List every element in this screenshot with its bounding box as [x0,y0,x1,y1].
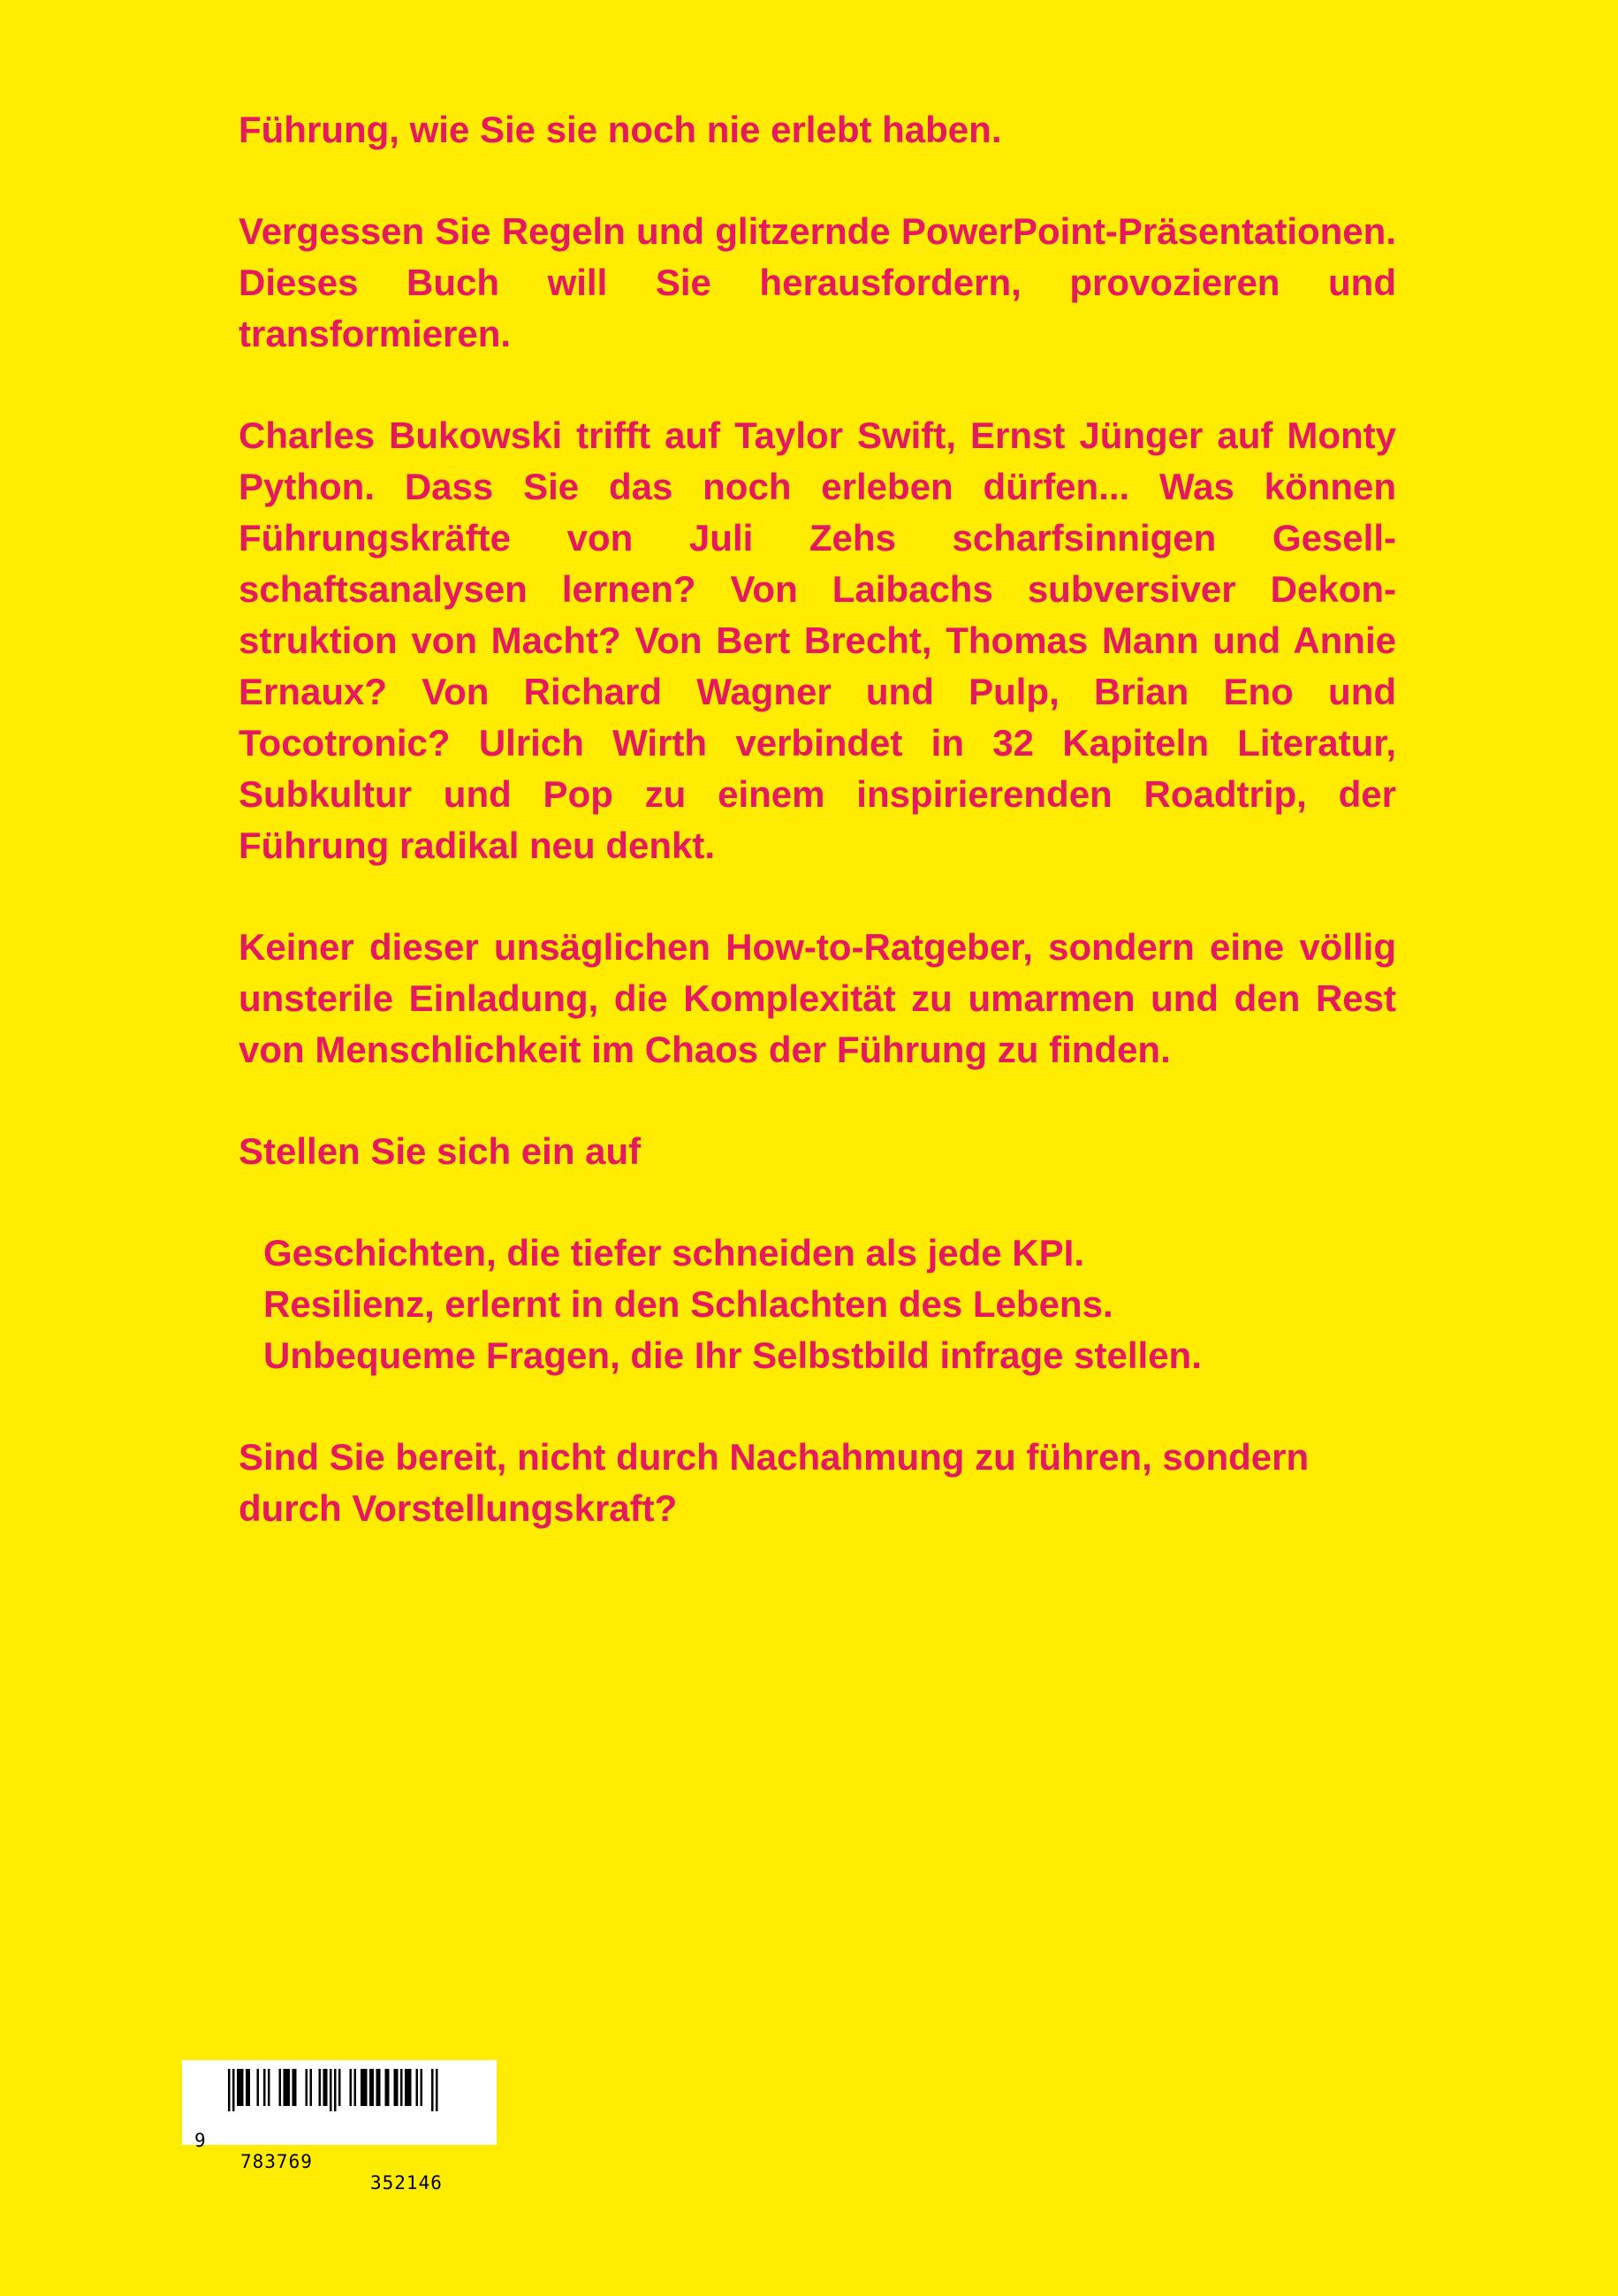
barcode-bar [405,2069,407,2106]
barcode-bar [285,2069,288,2106]
barcode-bar [338,2069,341,2106]
barcode-bar [416,2069,419,2106]
barcode-bar [248,2069,251,2106]
barcode-bar [246,2069,248,2106]
barcode-bar [232,2069,235,2111]
barcode-bar [354,2069,357,2106]
barcode-bar [310,2069,313,2106]
isbn-barcode [182,2060,497,2193]
barcode-bar [306,2069,308,2106]
list-item: Unbequeme Fragen, die Ihr Selbstbild infrage stellen. [263,1334,1202,1376]
barcode-bar [237,2069,239,2106]
barcode-bar [323,2069,326,2106]
barcode-bar [241,2069,244,2106]
blurb-text [239,104,1396,1585]
barcode-bar [421,2069,423,2106]
barcode-bar [268,2069,270,2106]
barcode-bar [350,2069,353,2106]
barcode-bar [376,2069,379,2106]
list-item: Resilienz, erlernt in den Schlachten des Lebens. [263,1283,1113,1325]
barcode-bar [372,2069,375,2106]
barcode-left-digits: 783769 [240,2151,313,2172]
barcode-bar [288,2069,291,2106]
barcode-bar [319,2069,322,2106]
barcode-bar [239,2069,242,2106]
barcode-bar [394,2069,397,2106]
barcode-bar [284,2069,286,2106]
intro-paragraph: Vergessen Sie Regeln und glitzernde PowerPoint-Präsentationen. Dieses Buch will Sie herausfordern, provozieren und transformieren. [239,210,1396,354]
pitch-paragraph: Keiner dieser unsäglichen How-to-Ratgeber, sondern eine völlig unsterile Einladung, die Komplexität zu umarmen und den Rest von Menschlichkeit im Chaos der Führung zu finden. [239,926,1396,1070]
barcode-bar [385,2069,388,2106]
barcode-bar [325,2069,328,2106]
barcode-bar [387,2069,390,2106]
barcode-right-digits: 352146 [370,2172,443,2193]
barcode-bar [279,2069,282,2106]
barcode-bar [294,2069,297,2106]
barcode-bar [263,2069,266,2106]
expectation-list [263,1228,1396,1381]
barcode-bar [436,2069,438,2111]
barcode-bar [400,2069,403,2106]
barcode-bar [396,2069,399,2106]
description-paragraph: Charles Bukowski trifft auf Taylor Swift, Ernst Jünger auf Monty Python. Dass Sie das noch erleben dürfen... Was können Führungskräfte von Juli Zehs scharfsinnigen Gesellschaftsanalysen lernen? Von Laibachs subversiver Dekonstruktion von Macht? Von Bert Brecht, Thomas Mann und Annie Ernaux? Von Richard Wagner und Pulp, Brian Eno und Tocotronic? Ulrich Wirth verbindet in 32 Kapiteln Literatur, Subkultur und Pop zu einem inspirierenden Roadtrip, der Führung radikal neu denkt. [239,414,1396,866]
barcode-bar [378,2069,381,2106]
barcode-bar [431,2069,434,2111]
barcode-bar [409,2069,412,2106]
barcode-bar [407,2069,410,2106]
barcode-bar [257,2069,260,2106]
barcode-bar [334,2069,337,2111]
closing-question: Sind Sie bereit, nicht durch Nachahmung zu führen, sondern durch Vorstellungskraft? [239,1436,1310,1529]
barcode-digits [189,2109,490,2215]
barcode-bar [330,2069,332,2111]
barcode-bar [365,2069,368,2106]
barcode-bar [228,2069,231,2111]
barcode-bar [363,2069,366,2106]
list-intro: Stellen Sie sich ein auf [239,1130,642,1172]
tagline: Führung, wie Sie sie noch nie erlebt haben. [239,109,1002,150]
barcode-bar [292,2069,295,2106]
barcode-bar [369,2069,372,2106]
barcode-first-digit: 9 [194,2130,207,2151]
list-item: Geschichten, die tiefer schneiden als jede KPI. [263,1232,1084,1273]
barcode-bar [361,2069,363,2106]
